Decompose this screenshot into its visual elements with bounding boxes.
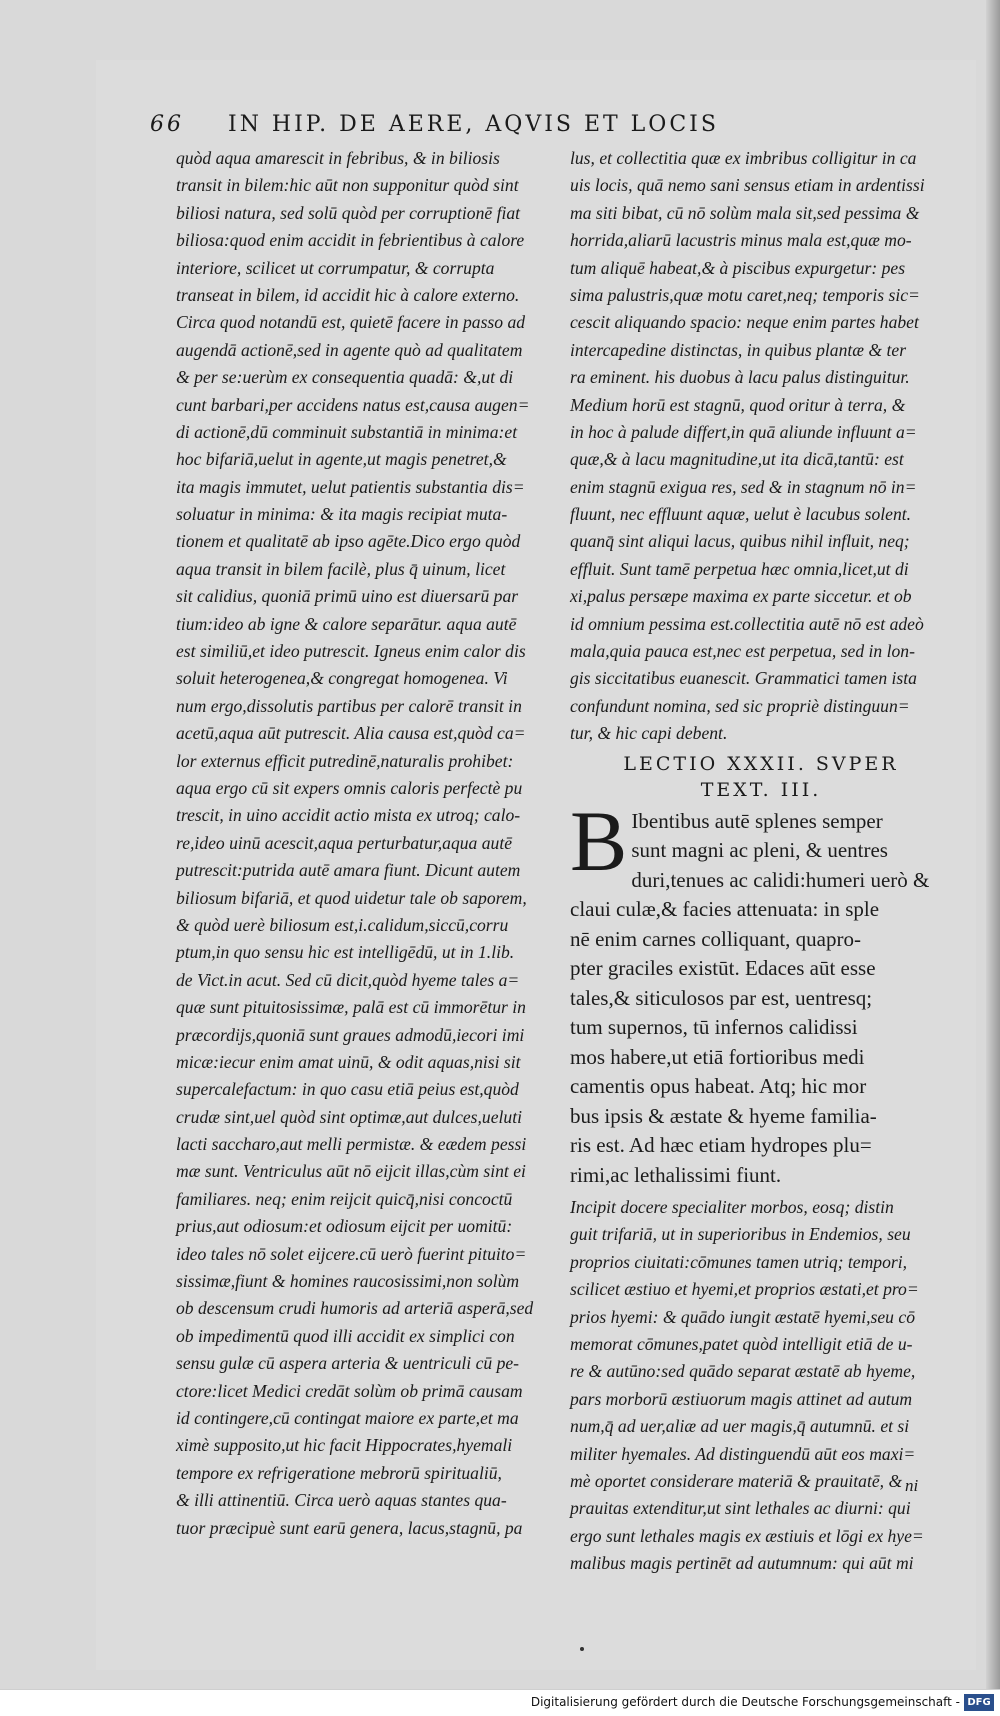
text-line: malibus magis pertinēt ad autumnum: qui aūt mi: [570, 1553, 914, 1574]
text-line: horrida,aliarū lacustris minus mala est,quæ mo-: [570, 230, 912, 251]
text-line: trescit, in uino accidit actio mista ex utroq; calo-: [176, 805, 521, 826]
footer-credit: Digitalisierung gefördert durch die Deutsche Forschungsgemeinschaft -: [530, 1695, 960, 1709]
text-line: xi,palus persæpe maxima ex parte siccetur. et ob: [570, 586, 912, 607]
text-line: acetū,aqua aūt putrescit. Alia causa est,quòd ca=: [176, 723, 526, 744]
text-line: de Vict.in acut. Sed cū dicit,quòd hyeme tales a=: [176, 969, 520, 990]
text-line: tum aliquē habeat,& à piscibus expurgetur: pes: [570, 257, 906, 278]
text-line: Medium horū est stagnū, quod oritur à terra, &: [570, 394, 906, 415]
text-line: hoc bifariā,uelut in agente,ut magis penetret,&: [176, 449, 507, 470]
text-line: transeat in bilem, id accidit hic à calore externo.: [176, 284, 520, 305]
text-line: ergo sunt lethales magis ex æstiuis et lōgi ex hye=: [570, 1525, 924, 1546]
text-line: tuor præcipuè sunt earū genera, lacus,stagnū, pa: [176, 1517, 523, 1538]
text-line: tium:ideo ab igne & calore separātur. aqua autē: [176, 613, 517, 634]
text-line: id contingere,cū contingat maiore ex parte,et ma: [176, 1407, 519, 1428]
text-line: num ergo,dissolutis partibus per calorē transit in: [176, 695, 522, 716]
aphorism-line: camentis opus habeat. Atq; hic mor: [570, 1074, 867, 1099]
text-line: tionem et qualitatē ab ipso agēte.Dico ergo quòd: [176, 531, 521, 552]
text-line: quæ sunt pituitosissimæ, palā est cū immorētur in: [176, 997, 526, 1018]
text-line: ma siti bibat, cū nō solùm mala sit,sed pessima &: [570, 202, 920, 223]
footer-bar: [0, 1689, 1000, 1716]
text-line: prauitas extenditur,ut sint lethales ac diurni: qui: [570, 1498, 911, 1519]
aphorism-line: tales,& siticulosos par est, uentresq;: [570, 985, 873, 1010]
text-line: aqua transit in bilem facilè, plus q̄ uinum, licet: [176, 558, 506, 579]
text-line: ita magis immutet, uelut patientis substantia dis=: [176, 476, 525, 497]
text-line: tur, & hic capi debent.: [570, 723, 728, 744]
text-line: sissimæ,fiunt & homines raucosissimi,non solùm: [176, 1271, 520, 1292]
text-line: soluatur in minima: & ita magis recipiat muta-: [176, 504, 508, 525]
text-line: & per se:uerùm ex consequentia quadā: &,ut di: [176, 367, 514, 388]
text-line: & illi attinentiū. Circa uerò aquas stantes qua-: [176, 1490, 507, 1511]
aphorism-line: tum supernos, tū infernos calidissi: [570, 1015, 858, 1040]
text-line: interiore, scilicet ut corrumpatur, & corrupta: [176, 257, 495, 278]
running-header: [150, 112, 850, 146]
text-line: militer hyemales. Ad distinguendū aūt eos maxi=: [570, 1443, 916, 1464]
text-line: pars morborū æstiuorum magis attinet ad autum: [570, 1388, 913, 1409]
aphorism-line: sunt magni ac pleni, & uentres: [631, 838, 888, 863]
running-title: IN HIP. DE AERE, AQVIS ET LOCIS: [228, 112, 719, 137]
lectio-heading-line-2: TEXT. III.: [700, 778, 822, 801]
aphorism-line: mos habere,ut etiā fortioribus medi: [570, 1044, 865, 1069]
catchword: ni: [905, 1476, 919, 1495]
text-line: lor externus efficit putredinē,naturalis prohibet:: [176, 750, 514, 771]
text-line: intercapedine distinctas, in quibus plantæ & ter: [570, 339, 907, 360]
text-line: id omnium pessima est.collectitia autē nō est adeò: [570, 613, 924, 634]
text-line: ob impedimentū quod illi accidit ex simplici con: [176, 1325, 515, 1346]
text-line: crudæ sint,uel quòd sint optimæ,aut dulces,ueluti: [176, 1106, 522, 1127]
text-line: uis locis, quā nemo sani sensus etiam in ardentissi: [570, 175, 925, 196]
text-line: proprios ciuitati:cōmunes tamen utriq; tempori,: [570, 1251, 908, 1272]
text-line: transit in bilem:hic aūt non supponitur quòd sint: [176, 175, 519, 196]
lectio-heading-line-1: LECTIO XXXII. SVPER: [623, 752, 899, 775]
text-line: in hoc à palude differt,in quā aliunde influunt a=: [570, 421, 917, 442]
text-line: micæ:iecur enim amat uinū, & odit aquas,nisi sit: [176, 1051, 521, 1072]
text-line: fluunt, nec effluunt aquæ, uelut è lacubus solent.: [570, 504, 912, 525]
text-line: biliosi natura, sed solū quòd per corruptionē fiat: [176, 202, 521, 223]
aphorism-line: bus ipsis & æstate & hyeme familia-: [570, 1103, 877, 1128]
text-line: & quòd uerè biliosum est,i.calidum,siccū,corru: [176, 914, 509, 935]
text-line: mala,quia pauca est,nec est perpetua, sed in lon-: [570, 641, 915, 662]
text-line: biliosum bifariā, et quod uidetur tale ob saporem,: [176, 887, 527, 908]
text-line: præcordijs,quoniā sunt graues admodū,iecori imi: [176, 1024, 525, 1045]
text-line: sit calidius, quoniā primū uino est diuersarū par: [176, 586, 519, 607]
aphorism-line: Ibentibus autē splenes semper: [631, 808, 883, 833]
text-line: familiares. neq; enim reijcit quicq̄,nisi concoctū: [176, 1188, 513, 1209]
text-line: est similiū,et ideo putrescit. Igneus enim calor dis: [176, 641, 526, 662]
text-line: cescit aliquando spacio: neque enim partes habet: [570, 312, 919, 333]
text-line: tempore ex refrigeratione mebrorū spiritualiū,: [176, 1462, 502, 1483]
text-line: augendā actionē,sed in agente quò ad qualitatem: [176, 339, 523, 360]
text-line: ideo tales nō solet eijcere.cū uerò fuerint pituito=: [176, 1243, 527, 1264]
text-line: ra eminent. his duobus à lacu palus distinguitur.: [570, 367, 910, 388]
commentary-continued: [570, 145, 952, 748]
dfg-logo: DFG: [964, 1694, 994, 1711]
text-line: lus, et collectitia quæ ex imbribus colligitur in ca: [570, 148, 917, 168]
text-line: ximè supposito,ut hic facit Hippocrates,hyemali: [176, 1435, 513, 1456]
text-line: quanq̄ sint aliqui lacus, quibus nihil influit, neq;: [570, 531, 910, 552]
book-gutter: [986, 0, 1000, 1690]
text-line: aqua ergo cū sit expers omnis caloris perfectè pu: [176, 777, 523, 798]
text-line: ob descensum crudi humoris ad arteriā asperā,sed: [176, 1298, 534, 1319]
page-number: 66: [150, 112, 184, 137]
text-line: quæ,& à lacu magnitudine,ut ita dicā,tantū: est: [570, 449, 904, 470]
text-line: soluit heterogenea,& congregat homogenea. Vi: [176, 668, 508, 689]
text-line: prius,aut odiosum:et odiosum eijcit per uomitū:: [176, 1216, 513, 1237]
text-line: lacti saccharo,aut melli permistæ. & eædem pessi: [176, 1134, 527, 1155]
text-line: num,q̄ ad uer,aliæ ad uer magis,q̄ autumnū. et si: [570, 1416, 910, 1437]
text-line: ctore:licet Medici credāt solùm ob primā causam: [176, 1380, 523, 1401]
text-line: sensu gulæ cū aspera arteria & uentriculi cū pe-: [176, 1353, 520, 1374]
text-line: re,ideo uinū acescit,aqua perturbatur,aqua autē: [176, 832, 513, 853]
commentary-text: [570, 1194, 952, 1577]
text-line: putrescit:putrida autē amara fiunt. Dicunt autem: [176, 860, 521, 881]
hippocrates-text: [570, 792, 952, 1191]
text-line: cunt barbari,per accidens natus est,causa augen=: [176, 394, 530, 415]
aphorism-line: ris est. Ad hæc etiam hydropes plu=: [570, 1133, 872, 1158]
text-line: sima palustris,quæ motu caret,neq; temporis sic=: [570, 284, 920, 305]
right-column: [570, 145, 952, 1578]
text-line: prios hyemi: & quādo iungit æstatē hyemi,seu cō: [570, 1306, 915, 1327]
text-line: supercalefactum: in quo casu etiā peius est,quòd: [176, 1079, 519, 1100]
text-line: Circa quod notandū est, quietē facere in passo ad: [176, 312, 526, 333]
aphorism-line: pter graciles existūt. Edaces aūt esse: [570, 956, 876, 981]
left-column: [176, 145, 556, 1542]
text-line: gis siccitatibus euanescit. Grammatici tamen ista: [570, 668, 917, 689]
aphorism-line: rimi,ac lethalissimi fiunt.: [570, 1162, 782, 1187]
aphorism-line: claui culæ,& facies attenuata: in sple: [570, 897, 880, 922]
aphorism-line: duri,tenues ac calidi:humeri uerò &: [631, 867, 930, 892]
text-line: effluit. Sunt tamē perpetua hæc omnia,licet,ut di: [570, 558, 909, 579]
text-line: confundunt nomina, sed sic propriè distinguun=: [570, 695, 910, 716]
initial-letter: B: [570, 792, 628, 889]
text-line: ptum,in quo sensu hic est intelligēdū, ut in 1.lib.: [176, 942, 515, 963]
text-line: biliosa:quod enim accidit in febrientibus à calore: [176, 230, 525, 251]
text-line: di actionē,dū comminuit substantiā in minima:et: [176, 421, 518, 442]
text-line: mæ sunt. Ventriculus aūt nō eijcit illas,cùm sint ei: [176, 1161, 526, 1182]
lectio-heading: [570, 751, 952, 803]
text-line: enim stagnū exigua res, sed & in stagnum nō in=: [570, 476, 917, 497]
text-line: scilicet æstiuo et hyemi,et proprios æstati,et pro=: [570, 1279, 919, 1300]
text-line: mè oportet considerare materiā & prauitatē, &: [570, 1471, 903, 1491]
text-line: quòd aqua amarescit in febribus, & in biliosis: [176, 148, 500, 168]
text-line: memorat cōmunes,patet quòd intelligit etiā de u-: [570, 1334, 913, 1355]
text-line: re & autūno:sed quādo separat æstatē ab hyeme,: [570, 1361, 916, 1382]
ink-dot: [580, 1647, 584, 1651]
text-line: guit trifariā, ut in superioribus in Endemios, seu: [570, 1224, 911, 1245]
text-line: Incipit docere specialiter morbos, eosq; distin: [570, 1197, 894, 1218]
aphorism-line: nē enim carnes colliquant, quapro-: [570, 926, 861, 951]
